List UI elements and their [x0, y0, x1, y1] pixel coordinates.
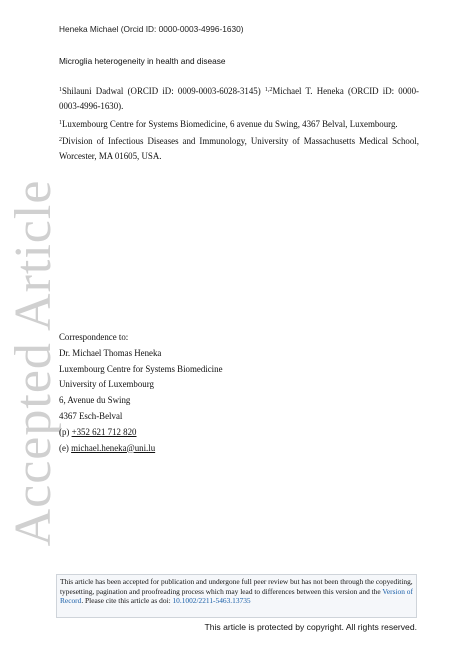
doi-link[interactable]: 10.1002/2211-5463.13735 [172, 596, 251, 606]
running-head: Heneka Michael (Orcid ID: 0000-0003-4996-1630) [59, 24, 244, 34]
affiliation-1 [59, 117, 419, 132]
author-list [59, 84, 419, 114]
correspondence-heading: Correspondence to: [59, 332, 129, 342]
affiliation-1-marker: 1 [59, 120, 62, 126]
article-title: Microglia heterogeneity in health and disease [59, 56, 226, 66]
correspondence-block [59, 330, 223, 456]
accepted-article-watermark: Accepted Article [5, 179, 62, 547]
correspondence-phone-row [59, 425, 223, 441]
correspondence-university: University of Luxembourg [59, 379, 154, 390]
author-1-affiliation-marker: 1 [59, 87, 62, 93]
accepted-article-notice [56, 574, 417, 618]
email-prefix: (e) [59, 442, 72, 453]
author-2-affiliation-marker: 1,2 [264, 87, 273, 93]
notice-text-before: This article has been accepted for publication and undergone full peer review but has not been through the copyediting, typesetting, pagination and proofreading process which may lead to differences between this version and the [60, 577, 413, 596]
correspondence-city: 4367 Esch-Belval [59, 410, 123, 421]
affiliation-1-text: Luxembourg Centre for Systems Biomedicine, 6 avenue du Swing, 4367 Belval, Luxembourg. [62, 119, 398, 129]
affiliation-2-marker: 2 [59, 137, 62, 143]
email-link[interactable]: michael.heneka@uni.lu [71, 442, 156, 453]
affiliation-2 [59, 134, 419, 164]
version-of-record-link[interactable]: Version of Record [60, 586, 413, 606]
affiliation-2-text: Division of Infectious Diseases and Immunology, University of Massachusetts Medical School, Worcester, MA 01605, USA. [59, 136, 419, 161]
notice-text-after: . Please cite this article as doi: [81, 596, 173, 606]
copyright-notice: This article is protected by copyright. All rights reserved. [204, 622, 417, 632]
correspondence-street: 6, Avenue du Swing [59, 395, 131, 406]
phone-prefix: (p) [59, 426, 72, 437]
author-2: Michael T. Heneka (ORCID iD: 0000-0003-4996-1630). [59, 86, 419, 111]
phone-link[interactable]: +352 621 712 820 [71, 426, 137, 437]
correspondence-name: Dr. Michael Thomas Heneka [59, 347, 162, 358]
correspondence-institute: Luxembourg Centre for Systems Biomedicine [59, 363, 223, 374]
author-1: Shilauni Dadwal (ORCID iD: 0009-0003-6028-3145) [62, 86, 265, 96]
correspondence-email-row [59, 441, 223, 457]
